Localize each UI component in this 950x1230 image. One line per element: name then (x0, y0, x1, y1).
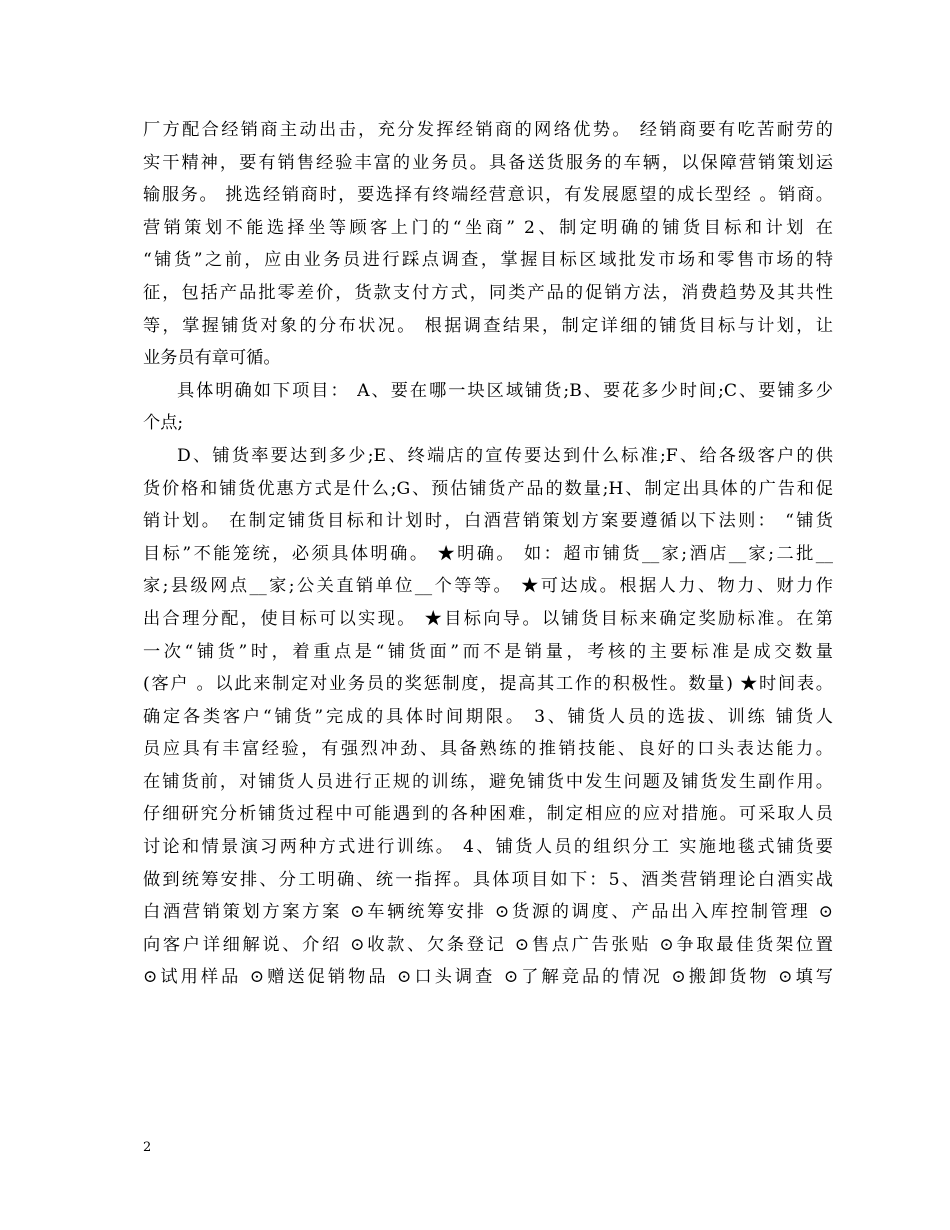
text-line-26: 向客户详细解说、介绍 ⊙收款、欠条登记 ⊙售点广告张贴 ⊙争取最佳货架位置 (143, 934, 833, 955)
text-line-18: (客户 。以此来制定对业务员的奖惩制度，提高其工作的积极性。数量) ★时间表。 (143, 674, 833, 695)
text-line-19: 确定各类客户“铺货”完成的具体时间期限。 3、铺货人员的选拔、训练 铺货人 (143, 706, 833, 727)
text-line-1: 厂方配合经销商主动出击，充分发挥经销商的网络优势。 经销商要有吃苦耐劳的 (143, 120, 833, 140)
page-number: 2 (143, 1140, 152, 1155)
text-line-23: 讨论和情景演习两种方式进行训练。 4、铺货人员的组织分工 实施地毯式铺货要 (143, 837, 833, 858)
text-line-16: 出合理分配，使目标可以实现。 ★目标向导。以铺货目标来确定奖励标准。在第 (143, 608, 833, 629)
text-line-22: 仔细研究分析铺货过程中可能遇到的各种困难，制定相应的应对措施。可采取人员 (143, 804, 833, 825)
text-line-5: “铺货”之前，应由业务员进行踩点调查，掌握目标区域批发市场和零售市场的特 (143, 250, 833, 271)
text-line-7: 等，掌握铺货对象的分布状况。 根据调查结果，制定详细的铺货目标与计划，让 (143, 315, 833, 336)
text-line-25: 白酒营销策划方案方案 ⊙车辆统筹安排 ⊙货源的调度、产品出入库控制管理 ⊙ (143, 902, 833, 923)
text-line-27: ⊙试用样品 ⊙赠送促销物品 ⊙口头调查 ⊙了解竞品的情况 ⊙搬卸货物 ⊙填写 (143, 967, 833, 988)
text-line-9: 具体明确如下项目： A、要在哪一块区域铺货;B、要花多少时间;C、要铺多少 (177, 380, 833, 401)
text-line-20: 员应具有丰富经验，有强烈冲劲、具备熟练的推销技能、良好的口头表达能力。 (143, 739, 833, 760)
text-line-17: 一次“铺货”时，着重点是“铺货面”而不是销量，考核的主要标准是成交数量 (143, 641, 833, 662)
text-line-8: 业务员有章可循。 (143, 348, 281, 369)
text-line-6: 征，包括产品批零差价，货款支付方式，同类产品的促销方法，消费趋势及其共性 (143, 282, 833, 303)
text-line-3: 输服务。 挑选经销商时，要选择有终端经营意识，有发展愿望的成长型经 。销商。 (143, 185, 833, 206)
text-line-15: 家;县级网点__家;公关直销单位__个等等。 ★可达成。根据人力、物力、财力作 (143, 576, 833, 597)
text-line-4: 营销策划不能选择坐等顾客上门的“坐商” 2、制定明确的铺货目标和计划 在 (143, 217, 833, 238)
text-line-12: 货价格和铺货优惠方式是什么;G、预估铺货产品的数量;H、制定出具体的广告和促 (143, 478, 833, 499)
text-line-2: 实干精神，要有销售经验丰富的业务员。具备送货服务的车辆，以保障营销策划运 (143, 152, 833, 173)
document-body (143, 114, 833, 994)
text-line-24: 做到统筹安排、分工明确、统一指挥。具体项目如下：5、酒类营销理论白酒实战 (143, 869, 833, 890)
text-line-10: 个点; (143, 413, 184, 434)
text-line-21: 在铺货前，对铺货人员进行正规的训练，避免铺货中发生问题及铺货发生副作用。 (143, 771, 833, 792)
text-line-13: 销计划。 在制定铺货目标和计划时，白酒营销策划方案要遵循以下法则： “铺货 (143, 511, 833, 532)
text-line-11: D、铺货率要达到多少;E、终端店的宣传要达到什么标准;F、给各级客户的供 (177, 445, 833, 466)
text-line-14: 目标”不能笼统，必须具体明确。 ★明确。 如：超市铺货__家;酒店__家;二批__ (143, 543, 833, 564)
